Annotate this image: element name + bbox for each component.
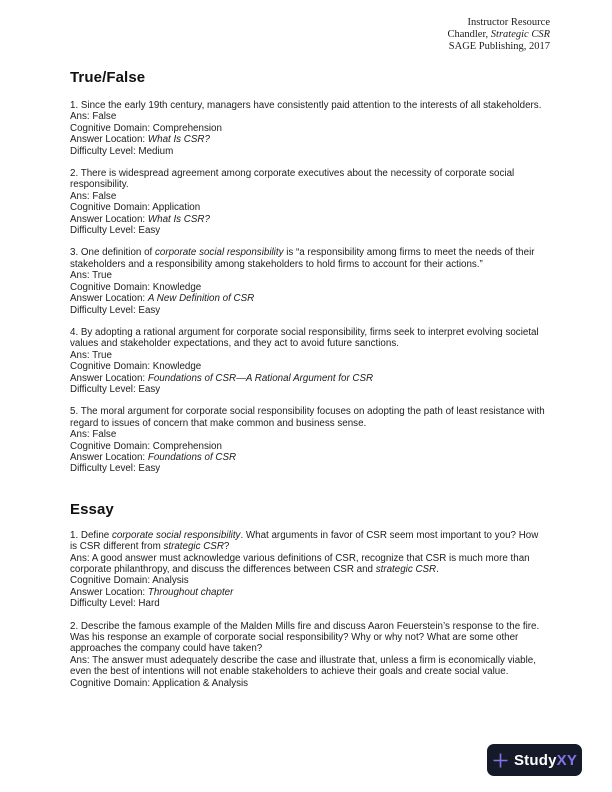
text-run: Difficulty Level: Easy [70, 304, 161, 316]
text-run: Difficulty Level: Medium [70, 145, 174, 157]
italic-text-run: Foundations of CSR [147, 451, 237, 463]
section-true-false [70, 69, 546, 475]
document-header [70, 17, 550, 53]
question-list-essay [70, 530, 546, 689]
text-run: 2. There is widespread agreement among corporate executives about the necessity of corporate social responsibility. [70, 168, 515, 191]
text-run: Ans: The answer must adequately describe the case and illustrate that, unless a firm is economically viable, even the best of intentions will not enable stakeholders to achieve their goals and create social value. [70, 654, 536, 678]
logo-brand-text [514, 753, 577, 768]
text-run: Cognitive Domain: Application [70, 202, 201, 214]
doc-line [70, 327, 546, 350]
text-run: ? [223, 541, 230, 553]
text-run: 5. The moral argument for corporate social responsibility focuses on adopting the path of least resistance with regard to issues of concern that make common and business sense. [70, 406, 545, 429]
text-run: Answer Location: [70, 372, 148, 384]
text-run: Answer Location: [70, 293, 148, 305]
doc-line [70, 384, 546, 395]
section-title-essay: Essay [70, 500, 114, 518]
section-essay [70, 501, 546, 689]
text-run: Instructor Resource [467, 17, 550, 28]
doc-line [70, 530, 546, 553]
question-block [70, 100, 546, 157]
text-run: Difficulty Level: Easy [70, 383, 161, 395]
logo-brand-accent: XY [556, 751, 578, 769]
doc-line [70, 202, 546, 213]
text-run: Cognitive Domain: Application & Analysis [70, 677, 249, 689]
doc-line [70, 441, 546, 452]
text-run: Cognitive Domain: Knowledge [70, 361, 202, 373]
studyxy-logo-badge [487, 744, 582, 776]
doc-line [70, 111, 546, 122]
text-run: SAGE Publishing, 2017 [448, 41, 550, 52]
text-run: Answer Location: [70, 213, 148, 225]
text-run: Chandler, [447, 29, 491, 40]
text-run: . [436, 564, 439, 575]
text-run: Ans: True [70, 270, 112, 282]
text-run: 1. Define [70, 529, 112, 541]
doc-line [70, 587, 546, 598]
doc-line [70, 463, 546, 474]
italic-text-run: Throughout chapter [147, 586, 234, 598]
doc-line [70, 406, 546, 429]
text-run: Cognitive Domain: Comprehension [70, 122, 222, 134]
text-run: Answer Location: [70, 586, 148, 598]
header-line [70, 17, 550, 29]
text-run: is “a responsibility among firms to meet the needs of their stakeholders and a responsibility among stakeholders to hold firms to account for their actions.” [70, 247, 535, 270]
italic-text-run: A New Definition of CSR [147, 293, 255, 305]
italic-text-run: strategic CSR [375, 564, 437, 575]
doc-line [70, 191, 546, 202]
italic-text-run: strategic CSR [163, 541, 224, 553]
doc-line [70, 214, 546, 225]
italic-text-run: Strategic CSR [490, 29, 550, 40]
header-line [70, 29, 550, 41]
question-block [70, 247, 546, 315]
italic-text-run: Foundations of CSR—A Rational Argument for CSR [147, 372, 374, 384]
text-run: Difficulty Level: Easy [70, 463, 161, 475]
doc-line [70, 621, 546, 655]
doc-line [70, 598, 546, 609]
doc-line [70, 361, 546, 372]
italic-text-run: corporate social responsibility [154, 247, 284, 259]
text-run: 2. Describe the famous example of the Malden Mills fire and discuss Aaron Feuerstein’s response to the fire. Was his response an example of corporate social responsibility? Why or why not? What are some other approaches the company could have taken? [70, 620, 540, 655]
text-run: Ans: False [70, 111, 117, 123]
doc-line [70, 225, 546, 236]
text-run: Ans: True [70, 349, 112, 361]
italic-text-run: corporate social responsibility [111, 529, 241, 541]
text-run: Ans: A good answer must acknowledge various definitions of CSR, recognize that CSR is much more than corporate philanthropy, and discuss the differences between CSR and [70, 552, 530, 575]
doc-line [70, 655, 546, 678]
text-run: Cognitive Domain: Knowledge [70, 281, 202, 293]
question-block [70, 327, 546, 395]
text-run: 1. Since the early 19th century, managers have consistently paid attention to the interests of all stakeholders. [70, 100, 542, 111]
doc-line [70, 553, 546, 576]
doc-line [70, 452, 546, 463]
doc-line [70, 678, 546, 689]
section-title-true-false: True/False [70, 69, 146, 86]
text-run: Answer Location: [70, 451, 148, 463]
doc-line [70, 305, 546, 316]
question-block [70, 406, 546, 474]
doc-line [70, 123, 546, 134]
logo-brand-primary: Study [513, 751, 557, 769]
question-block [70, 621, 546, 689]
text-run: Difficulty Level: Easy [70, 225, 161, 237]
doc-line [70, 247, 546, 270]
question-block [70, 168, 546, 236]
italic-text-run: What Is CSR? [147, 134, 210, 146]
text-run: 4. By adopting a rational argument for corporate social responsibility, firms seek to interpret evolving societal values and stakeholder expectations, and they act to avoid future sanctions. [70, 326, 539, 350]
italic-text-run: What Is CSR? [147, 213, 210, 225]
doc-line [70, 270, 546, 281]
question-list-true-false [70, 100, 546, 475]
text-run: Cognitive Domain: Comprehension [70, 440, 222, 452]
doc-line [70, 429, 546, 440]
doc-line [70, 575, 546, 586]
doc-line [70, 293, 546, 304]
header-line [70, 41, 550, 53]
text-run: Answer Location: [70, 134, 148, 146]
text-run: . What arguments in favor of CSR seem most important to you? How is CSR different from [70, 529, 539, 553]
text-run: Ans: False [70, 190, 117, 202]
text-run: Difficulty Level: Hard [70, 598, 160, 610]
doc-line [70, 100, 546, 111]
text-run: Cognitive Domain: Analysis [70, 575, 189, 587]
text-run: 3. One definition of [70, 247, 155, 259]
plus-icon [492, 752, 509, 769]
question-block [70, 530, 546, 610]
doc-line [70, 350, 546, 361]
text-run: Ans: False [70, 429, 117, 441]
doc-line [70, 282, 546, 293]
doc-line [70, 168, 546, 191]
doc-line [70, 134, 546, 145]
doc-line [70, 373, 546, 384]
doc-line [70, 146, 546, 157]
